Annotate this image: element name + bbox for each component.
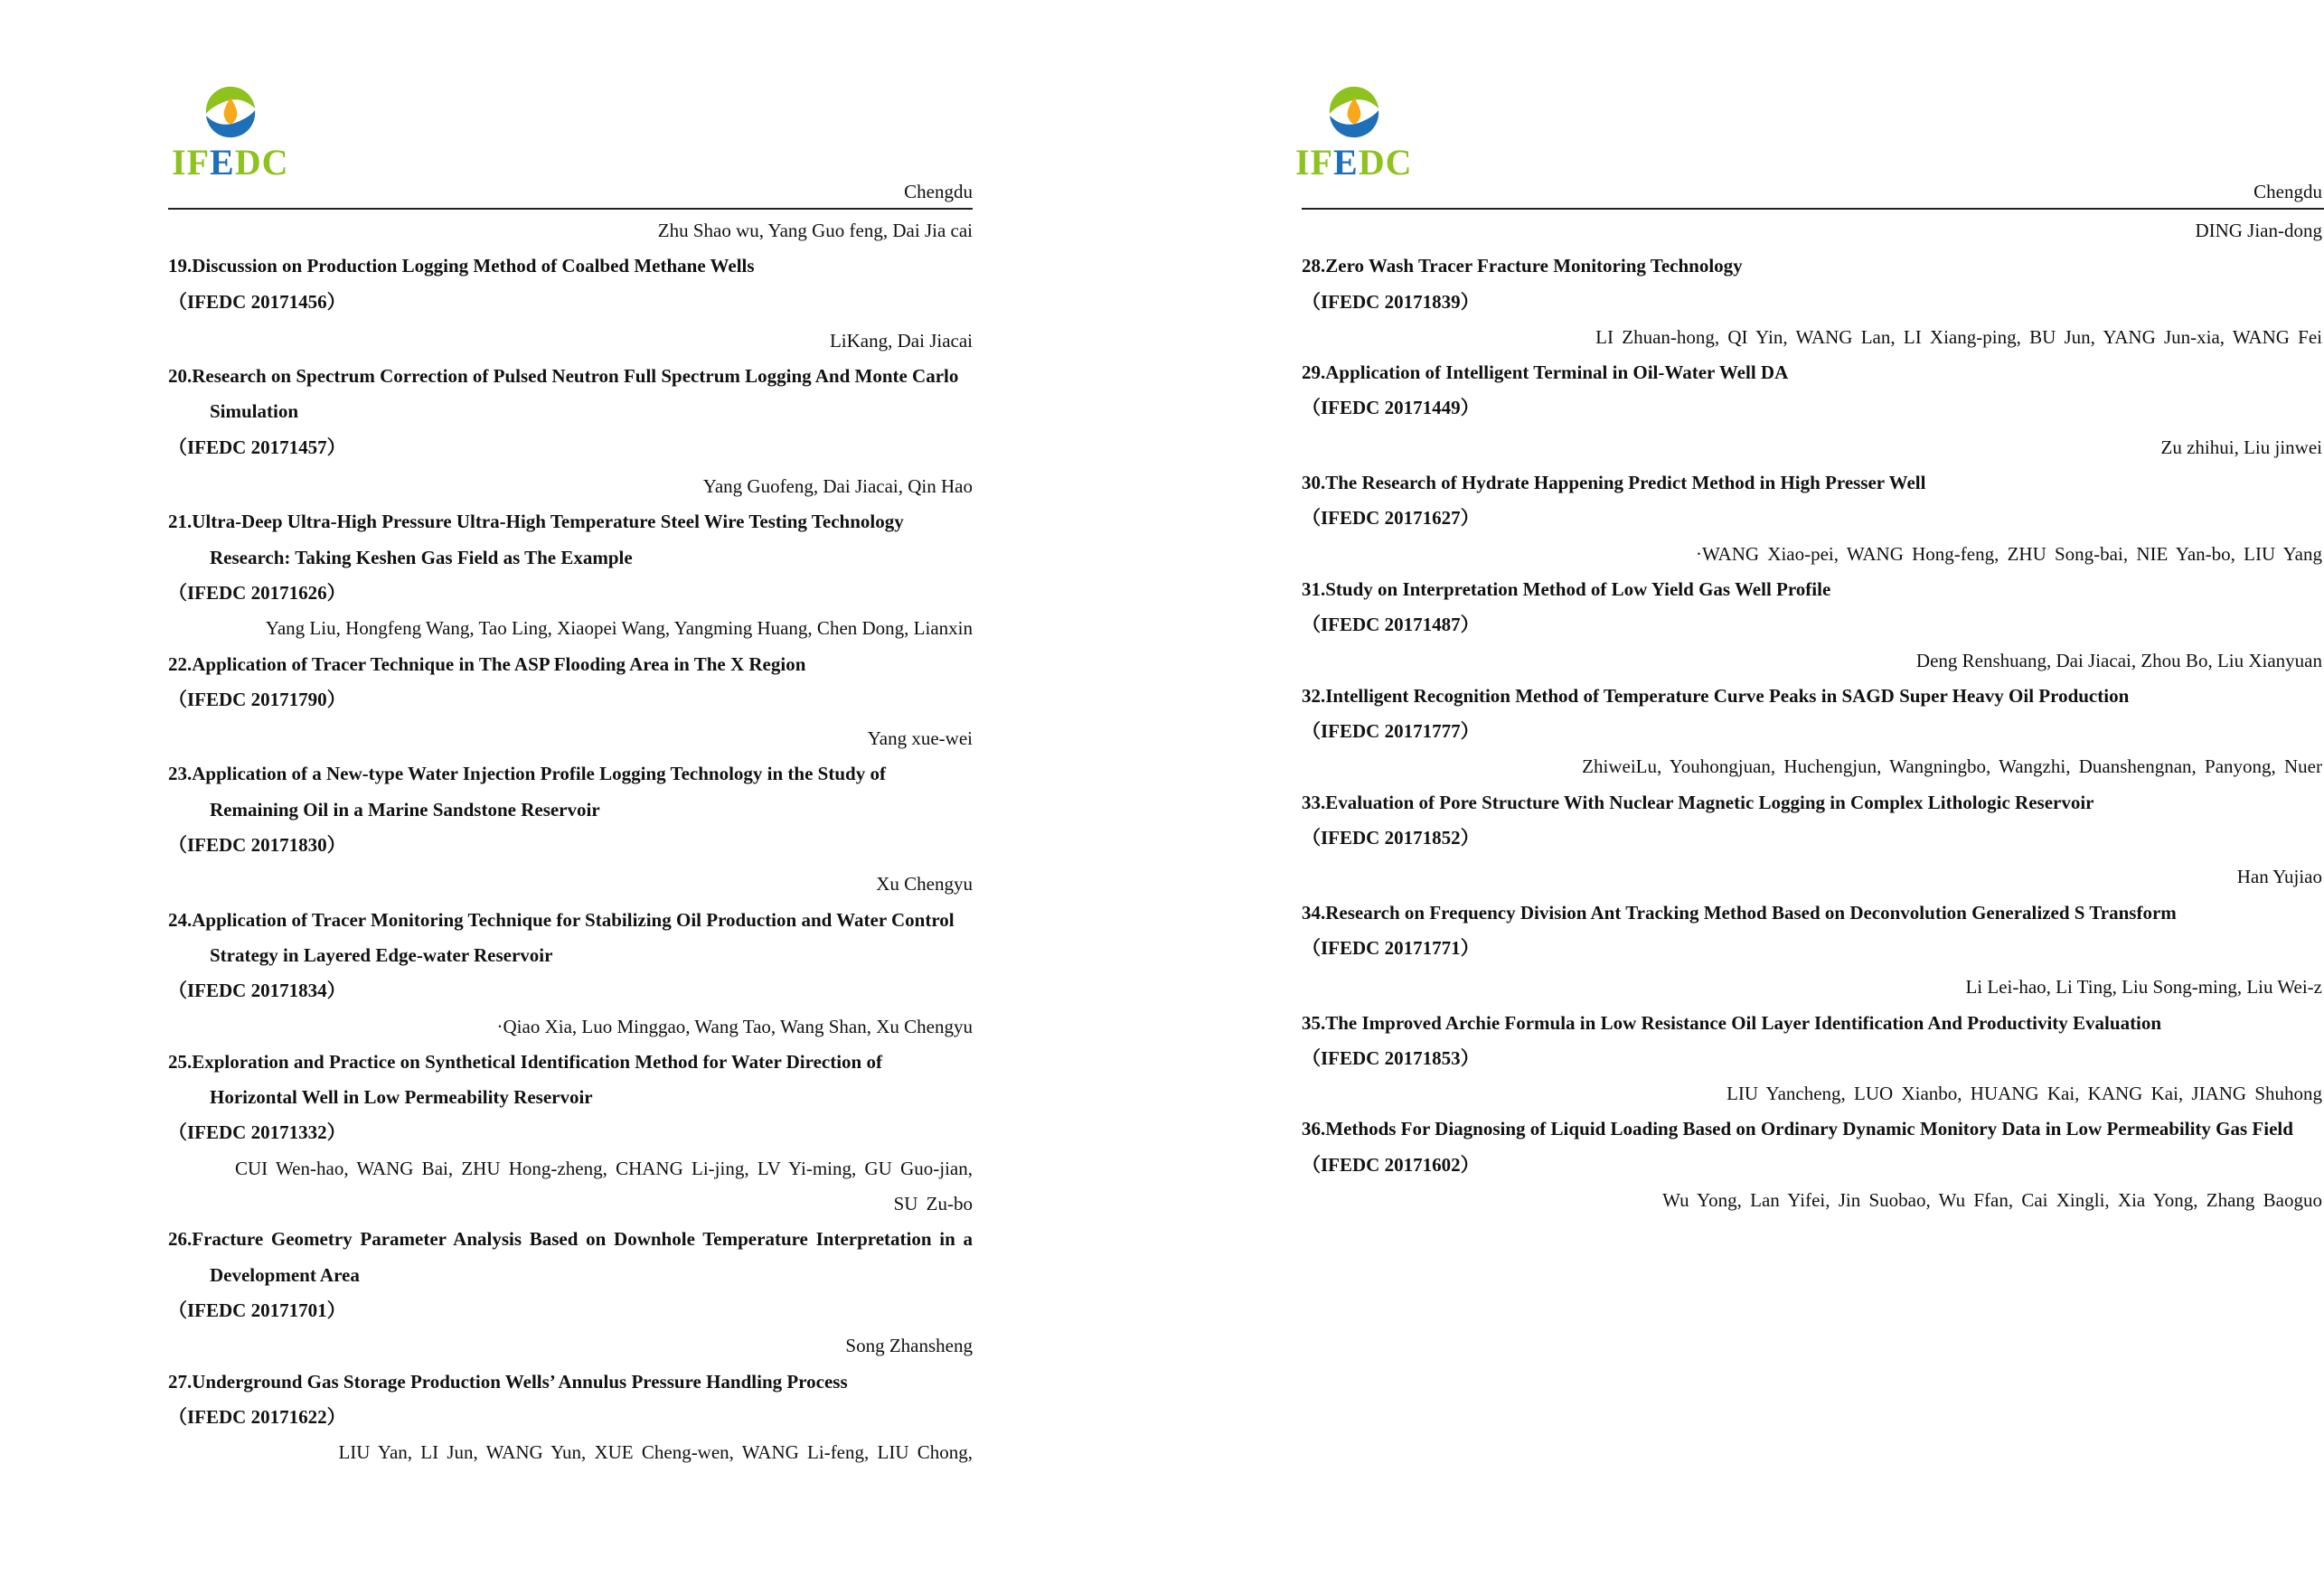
paper-code: （IFEDC 20171701） xyxy=(168,1299,346,1321)
paper-title: 27.Underground Gas Storage Production Wells’ Annulus Pressure Handling Process xyxy=(168,1370,848,1393)
paper-code: （IFEDC 20171456） xyxy=(168,290,346,313)
paper-title: 21.Ultra-Deep Ultra-High Pressure Ultra-High Temperature Steel Wire Testing Technology Research: Taking Keshen Gas Field as The Example xyxy=(168,511,904,568)
paper-code: （IFEDC 20171627） xyxy=(1302,507,1480,530)
paper-authors: LIU Yancheng, LUO Xianbo, HUANG Kai, KANG Kai, JIANG Shuhong xyxy=(1727,1083,2322,1105)
paper-entry xyxy=(168,903,973,1045)
paper-authors: Yang xue-wei xyxy=(867,727,973,750)
paper-code: （IFEDC 20171790） xyxy=(168,688,346,710)
paper-title: 22.Application of Tracer Technique in The ASP Flooding Area in The X Region xyxy=(168,652,806,675)
paper-title: 30.The Research of Hydrate Happening Predict Method in High Presser Well xyxy=(1302,472,1926,494)
paper-authors: ·Qiao Xia, Luo Minggao, Wang Tao, Wang Shan, Xu Chengyu xyxy=(496,1015,973,1037)
paper-entry xyxy=(1302,465,2322,572)
paper-code: （IFEDC 20171771） xyxy=(1302,936,1480,959)
paper-title: 34.Research on Frequency Division Ant Tracking Method Based on Deconvolution Generalized S Transform xyxy=(1302,901,2177,924)
paper-code: （IFEDC 20171839） xyxy=(1302,290,1480,313)
paper-authors: Xu Chengyu xyxy=(876,873,973,896)
paper-entry xyxy=(168,504,973,646)
paper-code: （IFEDC 20171852） xyxy=(1302,827,1480,849)
paper-entry xyxy=(1302,249,2322,355)
logo-wordmark: IFEDC xyxy=(172,142,289,183)
paper-entry xyxy=(1302,896,2322,1006)
header-city: Chengdu xyxy=(904,181,973,202)
paper-code: （IFEDC 20171626） xyxy=(168,581,346,604)
paper-authors: Yang Liu, Hongfeng Wang, Tao Ling, Xiaopei Wang, Yangming Huang, Chen Dong, Lianxin xyxy=(265,617,973,640)
header-rule xyxy=(168,208,973,210)
paper-code: （IFEDC 20171834） xyxy=(168,980,346,1002)
paper-title: 20.Research on Spectrum Correction of Pulsed Neutron Full Spectrum Logging And Monte Carlo Simulation xyxy=(168,365,959,423)
paper-entry xyxy=(168,359,973,504)
ifedc-logo xyxy=(1295,83,1422,183)
right-page xyxy=(1122,0,2322,1585)
paper-entry xyxy=(1302,785,2322,896)
lead-authors: DING Jian-dong xyxy=(2195,220,2322,241)
paper-title: 19.Discussion on Production Logging Method of Coalbed Methane Wells xyxy=(168,255,755,277)
paper-authors: LIU Yan, LI Jun, WANG Yun, XUE Cheng-wen, WANG Li-feng, LIU Chong, xyxy=(338,1441,973,1464)
paper-authors: ·WANG Xiao-pei, WANG Hong-feng, ZHU Song-bai, NIE Yan-bo, LIU Yang xyxy=(1696,542,2322,565)
paper-code: （IFEDC 20171830） xyxy=(168,834,346,857)
paper-authors: LiKang, Dai Jiacai xyxy=(829,329,973,352)
paper-title: 33.Evaluation of Pore Structure With Nuclear Magnetic Logging in Complex Lithologic Reservoir xyxy=(1302,791,2094,813)
paper-authors: CUI Wen-hao, WANG Bai, ZHU Hong-zheng, CHANG Li-jing, LV Yi-ming, GU Guo-jian, SU Zu-bo xyxy=(235,1157,973,1215)
paper-title: 25.Exploration and Practice on Synthetical Identification Method for Water Direction of Horizontal Well in Low Permeability Reservoir xyxy=(168,1050,882,1109)
paper-title: 23.Application of a New-type Water Injection Profile Logging Technology in the Study of Remaining Oil in a Marine Sandstone Reservoir xyxy=(168,763,886,821)
left-page xyxy=(0,0,1122,1585)
paper-authors: Li Lei-hao, Li Ting, Liu Song-ming, Liu Wei-z xyxy=(1965,976,2322,999)
paper-code: （IFEDC 20171622） xyxy=(168,1405,346,1428)
paper-authors: LI Zhuan-hong, QI Yin, WANG Lan, LI Xiang-ping, BU Jun, YANG Jun-xia, WANG Fei xyxy=(1595,325,2322,348)
paper-code: （IFEDC 20171332） xyxy=(168,1121,346,1144)
paper-entry xyxy=(168,1222,973,1364)
header-rule xyxy=(1302,208,2324,210)
paper-title: 32.Intelligent Recognition Method of Temperature Curve Peaks in SAGD Super Heavy Oil Production xyxy=(1302,684,2130,707)
paper-entry xyxy=(1302,1006,2322,1112)
paper-title: 31.Study on Interpretation Method of Low Yield Gas Well Profile xyxy=(1302,577,1831,600)
left-content xyxy=(168,213,973,1470)
paper-authors: Zu zhihui, Liu jinwei xyxy=(2160,436,2322,458)
drop-swirl-logo-icon xyxy=(199,83,262,141)
paper-title: 24.Application of Tracer Monitoring Technique for Stabilizing Oil Production and Water Control Strategy in Layered Edge-water Reservoir xyxy=(168,908,955,966)
paper-title: 36.Methods For Diagnosing of Liquid Loading Based on Ordinary Dynamic Monitory Data in Low Permeability Gas Field xyxy=(1302,1118,2293,1140)
paper-entry xyxy=(168,756,973,902)
right-content xyxy=(1302,213,2322,1218)
paper-authors: Wu Yong, Lan Yifei, Jin Suobao, Wu Ffan, Cai Xingli, Xia Yong, Zhang Baoguo xyxy=(1662,1189,2322,1212)
paper-entry xyxy=(1302,355,2322,465)
lead-authors: Zhu Shao wu, Yang Guo feng, Dai Jia cai xyxy=(657,220,973,241)
paper-authors: ZhiweiLu, Youhongjuan, Huchengjun, Wangningbo, Wangzhi, Duanshengnan, Panyong, Nuer xyxy=(1582,755,2322,778)
logo-wordmark: IFEDC xyxy=(1295,142,1413,183)
paper-entry xyxy=(1302,1111,2322,1218)
paper-entry xyxy=(168,647,973,757)
paper-authors: Yang Guofeng, Dai Jiacai, Qin Hao xyxy=(702,475,973,498)
paper-code: （IFEDC 20171487） xyxy=(1302,614,1480,636)
ifedc-logo xyxy=(172,83,298,183)
paper-entry xyxy=(1302,572,2322,679)
paper-entry xyxy=(168,249,973,359)
paper-code: （IFEDC 20171457） xyxy=(168,436,346,458)
paper-entry xyxy=(168,1365,973,1471)
paper-title: 29.Application of Intelligent Terminal in Oil-Water Well DA xyxy=(1302,361,1789,384)
paper-title: 28.Zero Wash Tracer Fracture Monitoring Technology xyxy=(1302,255,1743,277)
paper-code: （IFEDC 20171777） xyxy=(1302,720,1480,743)
paper-title: 35.The Improved Archie Formula in Low Resistance Oil Layer Identification And Productivity Evaluation xyxy=(1302,1011,2162,1034)
paper-authors: Han Yujiao xyxy=(2236,866,2322,888)
paper-entry xyxy=(168,1045,973,1222)
paper-authors: Song Zhansheng xyxy=(845,1335,973,1357)
paper-title: 26.Fracture Geometry Parameter Analysis Based on Downhole Temperature Interpretation in a Development Area xyxy=(168,1228,973,1286)
paper-code: （IFEDC 20171602） xyxy=(1302,1153,1480,1176)
paper-authors: Deng Renshuang, Dai Jiacai, Zhou Bo, Liu Xianyuan xyxy=(1915,649,2322,671)
header-city: Chengdu xyxy=(2253,181,2322,202)
drop-swirl-logo-icon xyxy=(1322,83,1386,141)
paper-code: （IFEDC 20171449） xyxy=(1302,397,1480,419)
paper-code: （IFEDC 20171853） xyxy=(1302,1046,1480,1069)
paper-entry xyxy=(1302,679,2322,785)
